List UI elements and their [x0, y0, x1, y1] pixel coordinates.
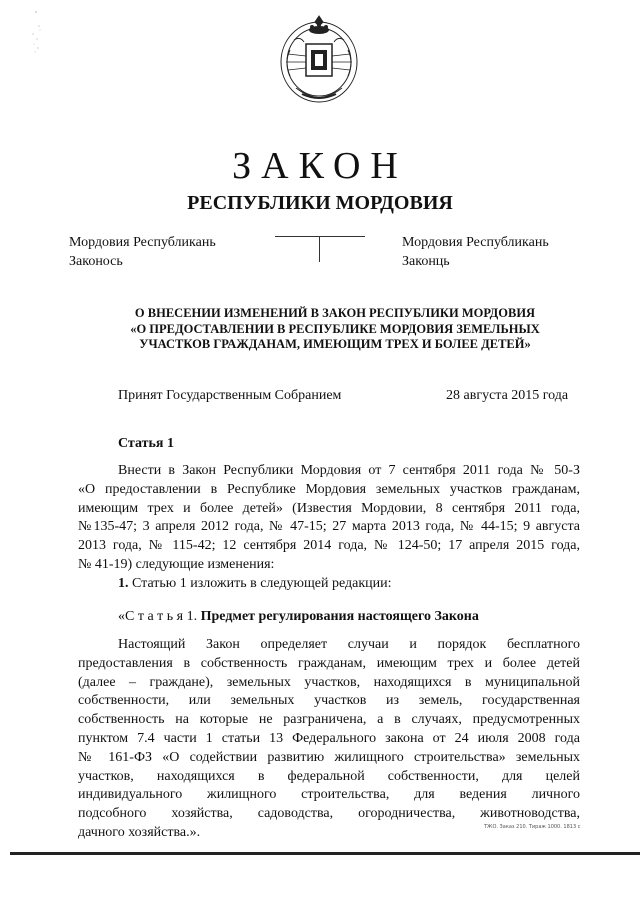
coat-of-arms-icon	[276, 10, 362, 108]
paragraph-line: дачного хозяйства.».	[78, 824, 201, 840]
print-run-mark: ТЖО. Заказ 210. Тираж 1000. 1813 с	[484, 824, 581, 830]
title-divider-horizontal	[275, 236, 365, 237]
scan-speckles	[30, 8, 60, 68]
paragraph-line: № 161-ФЗ «О содействии развитию жилищного строительства» земельных	[78, 749, 580, 765]
left-line-2: Законось	[69, 254, 123, 269]
law-name-line-2: «О ПРЕДОСТАВЛЕНИИ В РЕСПУБЛИКЕ МОРДОВИЯ ЗЕМЕЛЬНЫХ	[130, 321, 540, 336]
article-heading: Статья 1	[118, 436, 174, 451]
erzya-title-right	[402, 233, 622, 271]
law-name-line-3: УЧАСТКОВ ГРАЖДАНАМ, ИМЕЮЩИМ ТРЕХ И БОЛЕЕ ДЕТЕЙ»	[139, 337, 531, 351]
item-number: 1.	[118, 576, 129, 591]
document-title: ЗАКОН	[232, 145, 408, 187]
paragraph-line: предоставления в собственность гражданам, имеющим трех и более детей	[78, 655, 580, 671]
paragraph-line: Настоящий Закон определяет случаи и порядок бесплатного	[118, 637, 580, 652]
paragraph-line: Внести в Закон Республики Мордовия от 7 сентября 2011 года № 50-З	[118, 463, 580, 478]
paragraph-line: индивидуального жилищного строительства, для ведения личного	[78, 787, 580, 803]
moksha-title-left	[69, 233, 279, 271]
paragraph-line: имеющим трех и более детей» (Известия Мордовии, 8 сентября 2011 года,	[78, 500, 580, 516]
paragraph-line: пунктом 7.4 части 1 статьи 13 Федерального закона от 24 июля 2008 года	[78, 730, 580, 746]
quoted-article-label: «С т а т ь я 1.	[118, 609, 198, 624]
title-divider-vertical	[319, 237, 320, 262]
amendment-item-1	[118, 576, 392, 592]
law-name-line-1: О ВНЕСЕНИИ ИЗМЕНЕНИЙ В ЗАКОН РЕСПУБЛИКИ МОРДОВИЯ	[134, 306, 536, 320]
item-text: Статью 1 изложить в следующей редакции:	[128, 576, 392, 591]
paragraph-line: 2013 года, № 115-42; 12 сентября 2014 года, № 124-50; 17 апреля 2015 года,	[78, 538, 580, 554]
paragraph-line: собственности, или земельных участков из земель, государственная	[78, 693, 580, 709]
law-name	[100, 306, 570, 353]
paragraph-line: собственность на которые не разграничена, а в случаях, предусмотренных	[78, 712, 580, 728]
paragraph-line: №135-47; 3 апреля 2012 года, № 47-15; 27 марта 2013 года, № 44-15; 9 августа	[78, 519, 580, 535]
paragraph-line: подсобного хозяйства, садоводства, огородничества, животноводства,	[78, 806, 580, 822]
left-line-1: Мордовия Республикань	[69, 235, 216, 250]
article-intro-paragraph	[78, 462, 580, 575]
page-bottom-rule	[10, 852, 640, 855]
right-line-1: Мордовия Республикань	[402, 235, 549, 250]
adoption-date: 28 августа 2015 года	[446, 388, 569, 403]
paragraph-line: «О предоставлении в Республике Мордовия земельных участков гражданам,	[78, 481, 580, 497]
right-line-2: Законць	[402, 254, 450, 269]
quoted-article-title: Предмет регулирования настоящего Закона	[200, 609, 479, 624]
document-subtitle: РЕСПУБЛИКИ МОРДОВИЯ	[187, 192, 453, 214]
quoted-article-heading	[118, 609, 479, 625]
paragraph-line: (далее – граждане), земельных участков, находящихся в муниципальной	[78, 674, 580, 690]
quoted-article-body	[78, 636, 580, 843]
adopted-by: Принят Государственным Собранием	[118, 388, 342, 403]
paragraph-line: № 41-19) следующие изменения:	[78, 556, 275, 572]
paragraph-line: участков, находящихся в федеральной собственности, для целей	[78, 768, 580, 784]
